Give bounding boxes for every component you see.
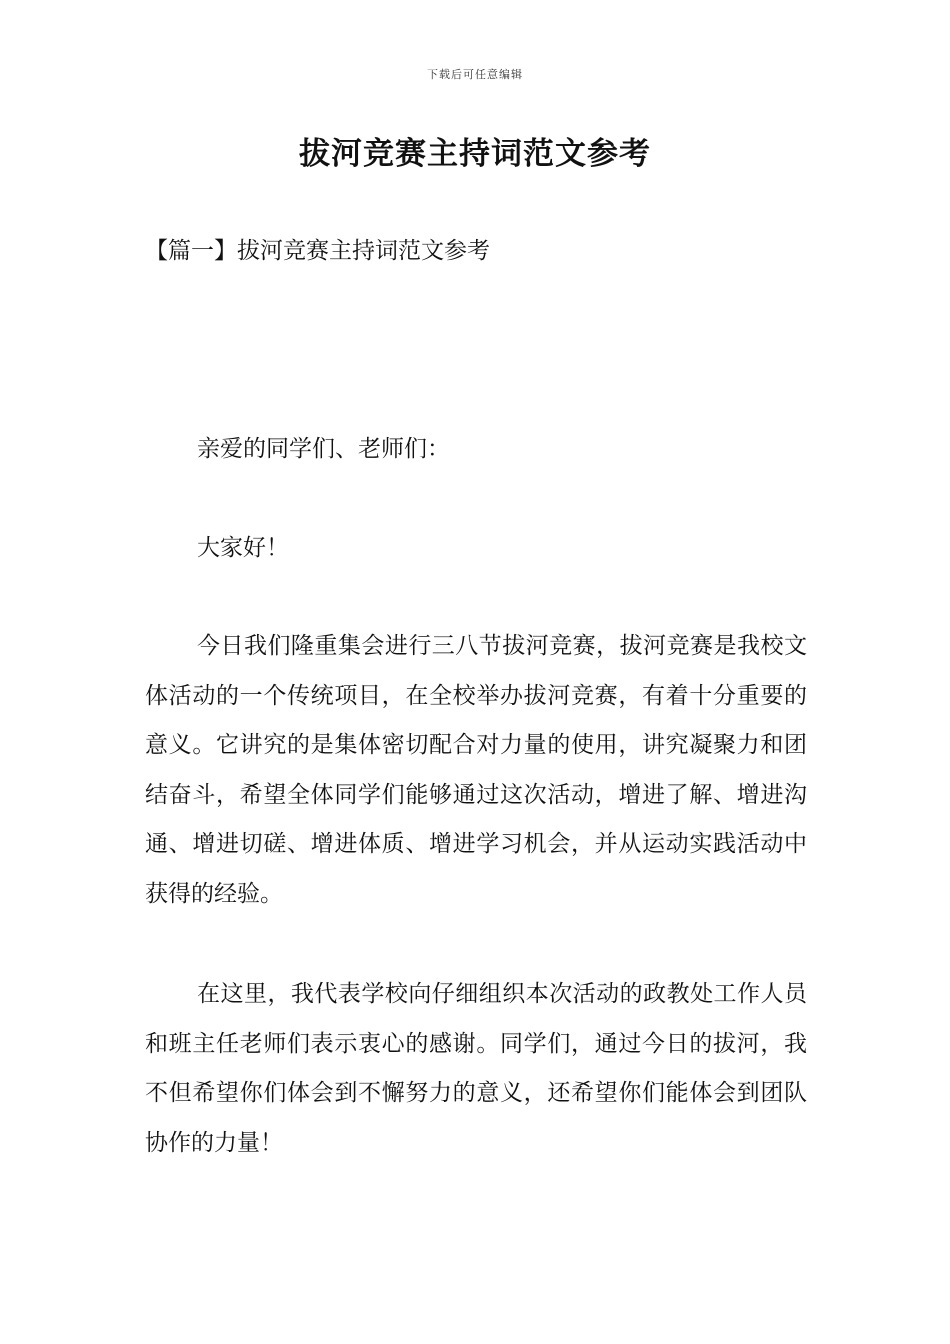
paragraph-hello: 大家好！ <box>197 535 289 561</box>
paragraph-thanks: 在这里，我代表学校向仔细组织本次活动的政教处工作人员和班主任老师们表示衷心的感谢。同学们，通过今日的拔河，我不但希望你们体会到不懈努力的意义，还希望你们能体会到团队协作的力量！ <box>145 981 807 1156</box>
section-heading: 【篇一】拔河竞赛主持词范文参考 <box>145 238 490 264</box>
paragraph-greeting: 亲爱的同学们、老师们： <box>197 436 450 462</box>
paragraph-intro: 今日我们隆重集会进行三八节拔河竞赛，拔河竞赛是我校文体活动的一个传统项目，在全校举办拔河竞赛，有着十分重要的意义。它讲究的是集体密切配合对力量的使用，讲究凝聚力和团结奋斗，希望全体同学们能够通过这次活动，增进了解、增进沟通、增进切磋、增进体质、增进学习机会，并从运动实践活动中获得的经验。 <box>145 633 807 907</box>
header-note: 下载后可任意编辑 <box>427 68 523 81</box>
document-title: 拔河竞赛主持词范文参考 <box>299 136 651 172</box>
